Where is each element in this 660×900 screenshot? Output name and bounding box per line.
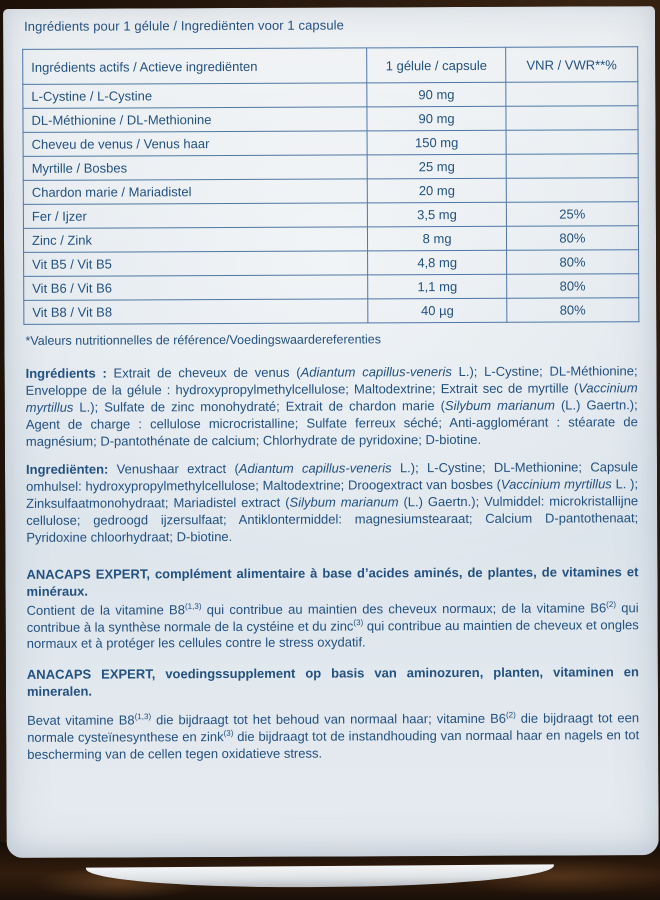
table-row xyxy=(23,202,638,229)
ingredient-amount: 90 mg xyxy=(367,106,505,131)
claim-body-fr: Contient de la vitamine B8$^{(1,3)}$ qui contribue au maintien des cheveux normaux; de la vitamine B6$^{(2)}$ qui contribue à la synthèse normale de la cystéine et du zinc$^{(3)}$ qui contribue au maintien de cheveux et ongles normaux et à protéger les cellules contre le stress oxydatif. xyxy=(26,599,639,652)
table-row xyxy=(23,226,638,253)
ingredient-vnr xyxy=(506,82,638,107)
label-content xyxy=(3,6,658,764)
ingredient-vnr: 80% xyxy=(507,298,639,323)
ingredients-lead-fr: Ingrédients : xyxy=(25,365,107,381)
ingredient-amount: 3,5 mg xyxy=(368,202,506,227)
ingredients-lead-nl: Ingrediënten: xyxy=(25,461,109,478)
table-row xyxy=(23,130,638,157)
ingredient-name: Chardon marie / Mariadistel xyxy=(23,179,367,205)
ingredients-text-fr: Extrait de cheveux de venus (Adiantum capillus-veneris L.); L-Cystine; DL-Méthionine; Enveloppe de la gélule : hydroxypropylmethylcellulose; Maltodextrine; Extrait sec de myrtille (Vaccinium myrtillus L.); Sulfate de zinc monohydraté; Extrait de chardon marie (Silybum marianum (L.) Gaertn.); Agent de charge : cellulose microcristalline; Sulfate ferreux séché; Anti-agglomérant : stéarate de magnésium; D-pantothénate de calcium; Chlorhydrate de pyridoxine; D-biotine. xyxy=(25,363,638,449)
ingredients-text-nl: Venushaar extract (Adiantum capillus-veneris L.); L-Cystine; DL-Methionine; Capsule omhulsel: hydroxypropylmethylcellulose; Maltodextrine; Droogextract van bosbes (Vaccinium myrtillus L. ); Zinksulfaatmonohydraat; Mariadistel extract (Silybum marianum (L.) Gaertn.); Vulmiddel: microkristallijne cellulose; gedroogd ijzersulfaat; Antiklontermiddel: magnesiumstearaat; Calcium D-pantothenaat; Pyridoxine chloorhydraat; D-biotine. xyxy=(26,459,639,545)
column-header-vnr: VNR / VWR**% xyxy=(505,47,637,83)
ingredient-amount: 90 mg xyxy=(367,82,505,107)
ingredient-amount: 4,8 mg xyxy=(368,250,506,275)
ingredient-vnr: 80% xyxy=(506,250,638,275)
ingredient-name: Vit B5 / Vit B5 xyxy=(24,251,368,277)
ingredient-name: Vit B8 / Vit B8 xyxy=(24,299,368,325)
ingredient-amount: 20 mg xyxy=(368,178,506,203)
ingredient-name: Vit B6 / Vit B6 xyxy=(24,275,368,301)
table-row xyxy=(23,154,638,181)
table-row xyxy=(24,274,639,301)
ingredient-vnr: 80% xyxy=(506,226,638,251)
ingredient-amount: 40 µg xyxy=(368,298,506,323)
ingredient-amount: 150 mg xyxy=(367,130,505,155)
ingredient-name: L-Cystine / L-Cystine xyxy=(23,83,367,109)
table-footnote: *Valeurs nutritionnelles de référence/Voedingswaardereferenties xyxy=(25,332,382,348)
ingredient-vnr: 80% xyxy=(506,274,638,299)
claim-body-nl: Bevat vitamine B8$^{(1,3)}$ die bijdraagt tot het behoud van normaal haar; vitamine B6$^{(2)}$ die bijdraagt tot een normale cysteïnesynthese en zink$^{(3)}$ die bijdraagt tot de instandhouding van normaal haar en nagels en tot bescherming van de cellen tegen oxidatieve stress. xyxy=(27,710,640,762)
ingredient-name: DL-Méthionine / DL-Methionine xyxy=(23,107,367,133)
ingredient-vnr xyxy=(506,106,638,131)
ingredient-amount: 8 mg xyxy=(368,226,506,251)
column-header-ingredients: Ingrédients actifs / Actieve ingrediënten xyxy=(23,48,368,85)
ingredient-vnr xyxy=(506,154,638,179)
ingredient-amount: 1,1 mg xyxy=(368,274,506,299)
ingredient-name: Fer / Ijzer xyxy=(23,203,367,229)
ingredient-name: Myrtille / Bosbes xyxy=(23,155,367,181)
table-row xyxy=(24,298,639,325)
table-row xyxy=(23,82,638,109)
label-panel xyxy=(3,6,659,858)
claim-heading-fr: ANACAPS EXPERT, complément alimentaire à base d’acides aminés, de plantes, de vitamines et minéraux. xyxy=(26,564,639,599)
ingredient-vnr xyxy=(506,130,638,155)
ingredients-table xyxy=(22,46,639,325)
claim-heading-nl: ANACAPS EXPERT, voedingssupplement op basis van aminozuren, planten, vitaminen en mineralen. xyxy=(26,664,639,700)
table-row xyxy=(24,250,639,277)
serving-header: Ingrédients pour 1 gélule / Ingrediënten voor 1 capsule xyxy=(24,17,344,34)
ingredient-amount: 25 mg xyxy=(368,154,506,179)
column-header-amount: 1 gélule / capsule xyxy=(367,47,506,83)
ingredient-name: Zinc / Zink xyxy=(23,227,367,253)
ingredients-paragraph-nl xyxy=(26,460,638,547)
table-row xyxy=(23,106,638,133)
ingredient-vnr xyxy=(506,178,638,203)
table-row xyxy=(23,178,638,205)
ingredient-vnr: 25% xyxy=(506,202,638,227)
ingredient-name: Cheveu de venus / Venus haar xyxy=(23,131,367,157)
table-header-row xyxy=(23,47,638,85)
ingredients-paragraph-fr xyxy=(26,363,638,450)
